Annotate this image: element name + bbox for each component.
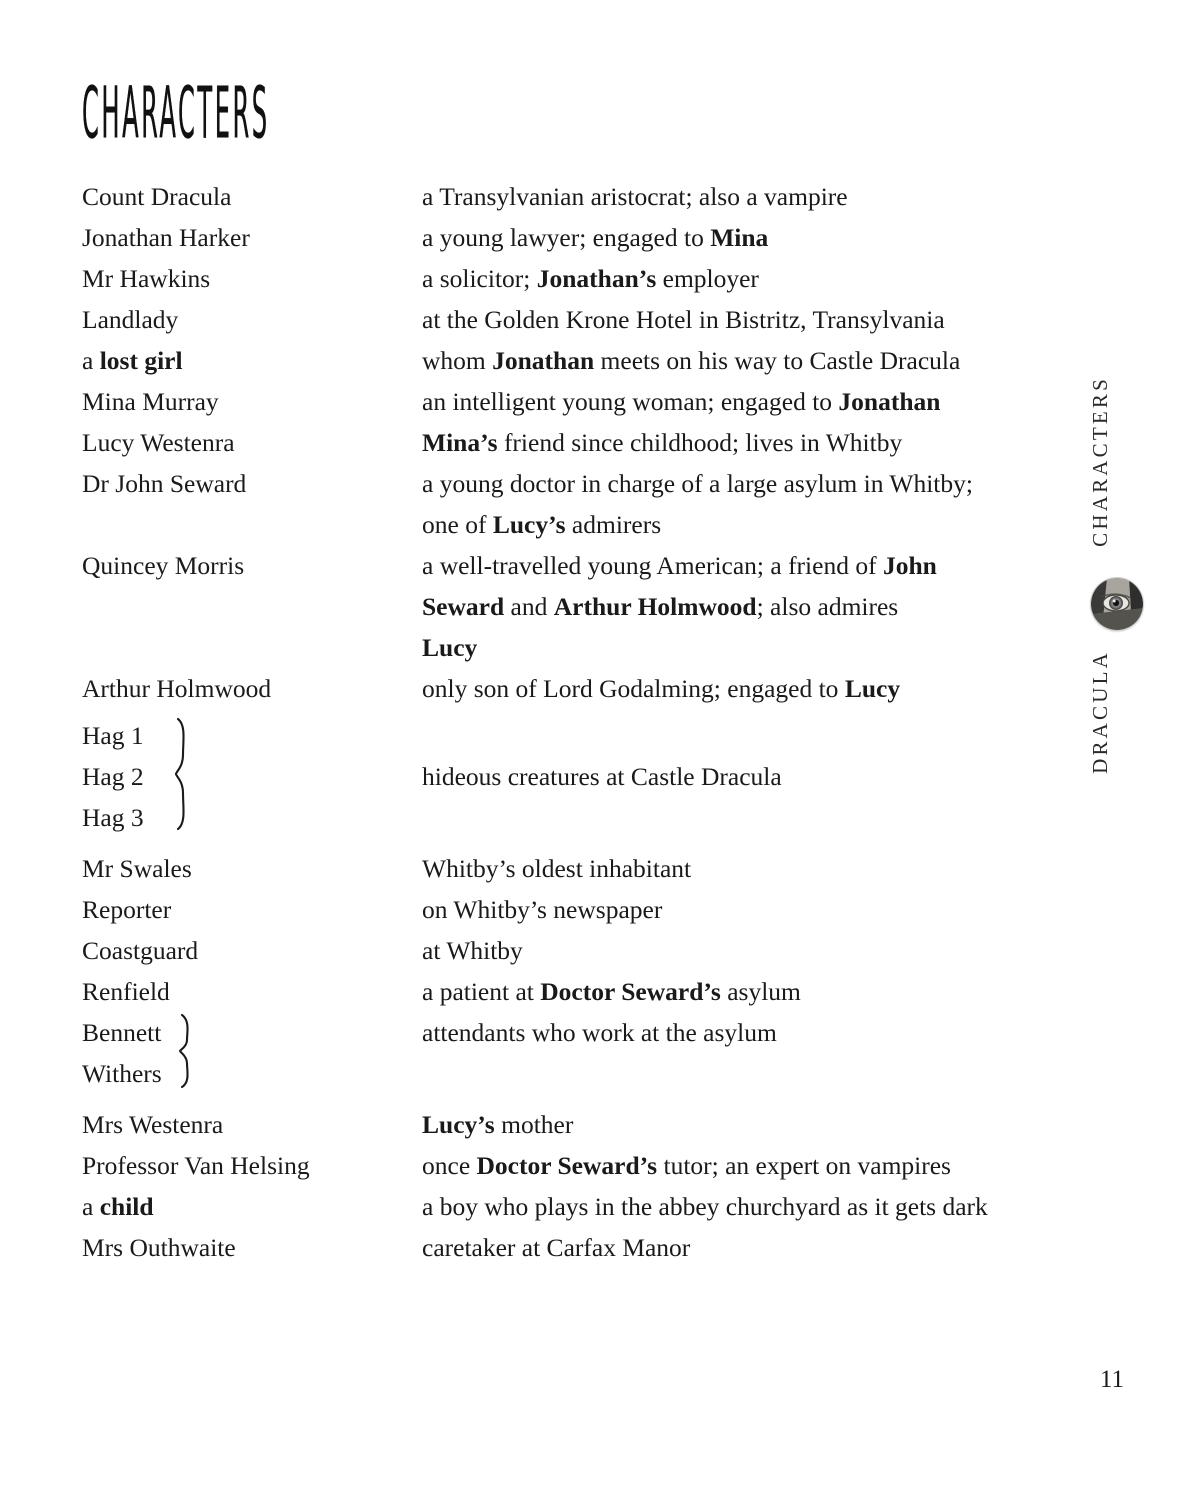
- table-row: [82, 217, 1072, 258]
- table-row: [82, 422, 1072, 463]
- row-gap: [82, 838, 1072, 848]
- table-row: [82, 176, 1072, 217]
- character-name: Dr John Seward: [82, 469, 247, 498]
- row-gap: [82, 1094, 1072, 1104]
- character-description: on Whitby’s newspaper: [422, 895, 663, 924]
- character-rows-top: [82, 176, 1072, 709]
- character-name: Count Dracula: [82, 182, 232, 211]
- eye-photo-icon: [1091, 578, 1143, 630]
- table-row: [82, 340, 1072, 381]
- character-name: Quincey Morris: [82, 551, 245, 580]
- table-row: [82, 463, 1072, 545]
- character-description: caretaker at Carfax Manor: [422, 1233, 691, 1262]
- character-description: once Doctor Seward’s tutor; an expert on vampires: [422, 1151, 951, 1180]
- character-name: Arthur Holmwood: [82, 674, 272, 703]
- group-names: [82, 715, 422, 838]
- page-number: 11: [1099, 1366, 1124, 1393]
- character-group-attendants: [82, 1012, 1072, 1094]
- character-name: Coastguard: [82, 936, 199, 965]
- group-description: [422, 1012, 1072, 1053]
- margin-section-label: CHARACTERS: [1088, 376, 1112, 547]
- group-names: [82, 1012, 422, 1094]
- character-description: Mina’s friend since childhood; lives in Whitby: [422, 428, 903, 457]
- character-rows-end: [82, 1104, 1072, 1268]
- table-row: [82, 381, 1072, 422]
- character-list: [82, 176, 1072, 1268]
- character-name: Professor Van Helsing: [82, 1151, 310, 1180]
- page-title: CHARACTERS: [82, 72, 270, 156]
- character-name: Mrs Outhwaite: [82, 1233, 236, 1262]
- table-row: [82, 668, 1072, 709]
- character-description: whom Jonathan meets on his way to Castle Dracula: [422, 346, 961, 375]
- character-name: a lost girl: [82, 346, 183, 375]
- character-description: a boy who plays in the abbey churchyard as it gets dark: [422, 1192, 988, 1221]
- list-item: Hag 3: [82, 803, 144, 832]
- character-name: Lucy Westenra: [82, 428, 235, 457]
- group-description: [422, 715, 1072, 797]
- margin-book-label: DRACULA: [1088, 650, 1112, 774]
- character-description: an intelligent young woman; engaged to Jonathan: [422, 387, 941, 416]
- character-group-hags: [82, 715, 1072, 838]
- list-item: Hag 2: [82, 762, 144, 791]
- character-name: Mina Murray: [82, 387, 219, 416]
- character-description: Lucy’s mother: [422, 1110, 574, 1139]
- character-name: Reporter: [82, 895, 172, 924]
- character-description: a young lawyer; engaged to Mina: [422, 223, 769, 252]
- character-name: Mr Swales: [82, 854, 192, 883]
- list-item: Hag 1: [82, 721, 144, 750]
- character-description: a Transylvanian aristocrat; also a vampire: [422, 182, 848, 211]
- character-description: a solicitor; Jonathan’s employer: [422, 264, 759, 293]
- list-item: Bennett: [82, 1018, 162, 1047]
- character-rows-mid: [82, 848, 1072, 1012]
- list-item: Withers: [82, 1059, 162, 1088]
- group-description-text: hideous creatures at Castle Dracula: [422, 762, 782, 791]
- character-name: Mrs Westenra: [82, 1110, 224, 1139]
- character-name: Mr Hawkins: [82, 264, 211, 293]
- table-row: [82, 1104, 1072, 1145]
- table-row: [82, 848, 1072, 889]
- table-row: [82, 299, 1072, 340]
- table-row: [82, 971, 1072, 1012]
- table-row: [82, 1145, 1072, 1186]
- character-description: at the Golden Krone Hotel in Bistritz, Transylvania: [422, 305, 945, 334]
- character-description: at Whitby: [422, 936, 523, 965]
- table-row: [82, 1227, 1072, 1268]
- character-name: Landlady: [82, 305, 179, 334]
- character-name: Jonathan Harker: [82, 223, 250, 252]
- table-row: [82, 889, 1072, 930]
- character-description: a young doctor in charge of a large asylum in Whitby; one of Lucy’s admirers: [422, 469, 973, 539]
- table-row: [82, 1186, 1072, 1227]
- character-description: Whitby’s oldest inhabitant: [422, 854, 692, 883]
- character-name: Renfield: [82, 977, 170, 1006]
- table-row: [82, 930, 1072, 971]
- character-description: only son of Lord Godalming; engaged to Lucy: [422, 674, 901, 703]
- table-row: [82, 258, 1072, 299]
- character-name: a child: [82, 1192, 154, 1221]
- table-row: [82, 545, 1072, 668]
- character-description: a well-travelled young American; a friend of John Seward and Arthur Holmwood; also admires Lucy: [422, 551, 937, 662]
- group-description-text: attendants who work at the asylum: [422, 1018, 777, 1047]
- character-description: a patient at Doctor Seward’s asylum: [422, 977, 801, 1006]
